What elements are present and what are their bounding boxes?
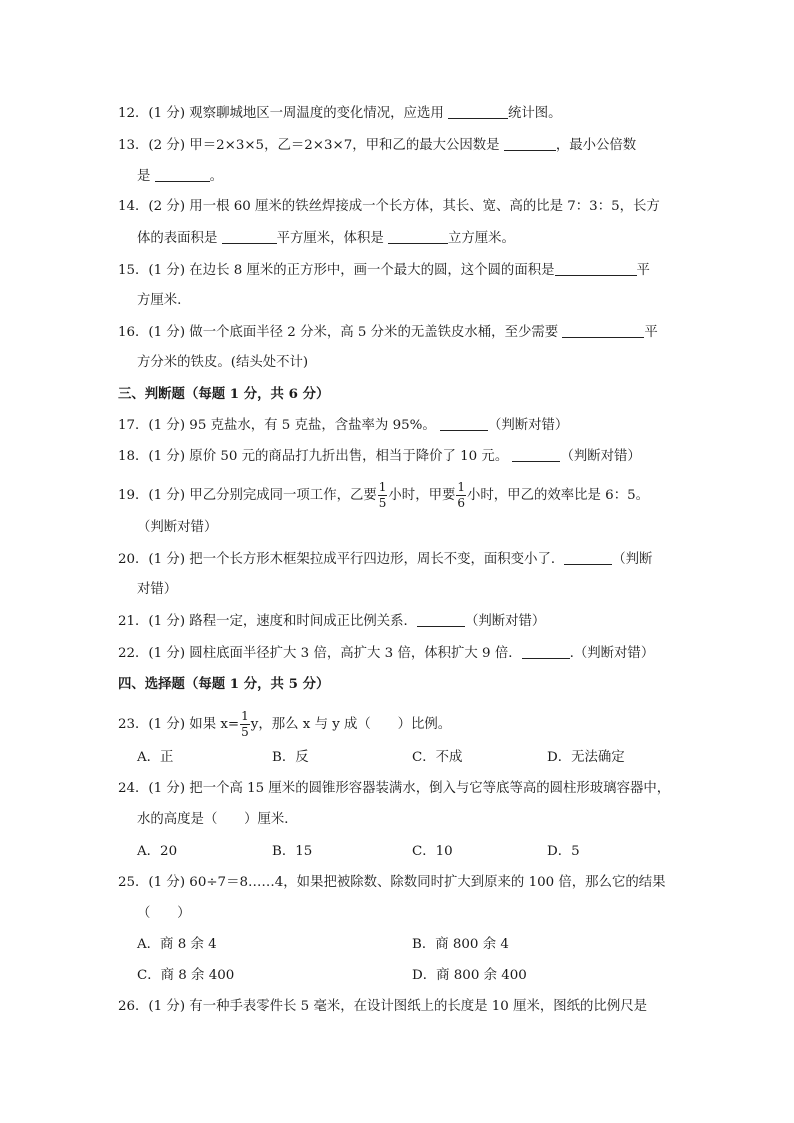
option-d[interactable]: D．5 — [547, 844, 580, 859]
section-heading-judgment: 三、判断题（每题 1 分，共 6 分） — [118, 386, 330, 402]
question-17 — [118, 416, 568, 435]
question-21 — [118, 612, 545, 631]
question-22 — [118, 644, 654, 663]
section-heading-choice: 四、选择题（每题 1 分，共 5 分） — [118, 676, 330, 692]
question-text: ，最小公倍数 — [555, 138, 637, 153]
fraction-numerator: 1 — [378, 480, 387, 494]
fraction — [456, 480, 466, 511]
question-text: 21．(1 分) 路程一定，速度和时间成正比例关系． — [118, 614, 417, 629]
answer-blank[interactable] — [555, 261, 637, 276]
option-d[interactable]: D．无法确定 — [547, 750, 625, 765]
question-text: （判断对错） — [137, 520, 218, 535]
answer-blank[interactable] — [562, 323, 644, 338]
option-a[interactable]: A．商 8 余 4 — [137, 937, 217, 952]
question-text: （判断对错） — [560, 449, 641, 464]
question-text: 对错） — [137, 582, 178, 597]
question-text: 18．(1 分) 原价 50 元的商品打九折出售，相当于降价了 10 元。 — [118, 449, 513, 464]
question-text: 24．(1 分) 把一个高 15 厘米的圆锥形容器装满水，倒入与它等底等高的圆柱形玻璃容器中， — [118, 781, 671, 796]
answer-blank[interactable] — [388, 229, 448, 244]
option-c[interactable]: C．商 8 余 400 — [137, 968, 235, 983]
question-20 — [118, 550, 652, 569]
fraction-numerator: 1 — [457, 480, 466, 494]
answer-blank[interactable] — [417, 612, 465, 627]
question-text: 23．(1 分) 如果 x= — [118, 717, 240, 732]
question-26 — [118, 998, 647, 1016]
question-text: .（判断对错） — [569, 646, 655, 661]
question-text: y，那么 x 与 y 成（ ）比例。 — [250, 717, 452, 732]
question-15 — [118, 261, 650, 280]
question-16-line-2 — [137, 354, 308, 372]
question-25 — [118, 874, 666, 892]
question-19 — [118, 480, 649, 511]
question-23 — [118, 709, 451, 740]
question-text: 方分米的铁皮。(结头处不计) — [137, 355, 309, 370]
answer-blank[interactable] — [564, 550, 612, 565]
option-c[interactable]: C．不成 — [412, 750, 463, 765]
question-text: 体的表面积是 — [137, 231, 222, 246]
question-text: 17．(1 分) 95 克盐水，有 5 克盐，含盐率为 95%。 — [118, 418, 440, 433]
option-b[interactable]: B．15 — [272, 844, 313, 859]
question-text: 是 — [137, 169, 155, 184]
question-text: （判断对错） — [464, 614, 546, 629]
question-text: 小时，甲要 — [388, 488, 456, 503]
question-text: 22．(1 分) 圆柱底面半径扩大 3 倍，高扩大 3 倍，体积扩大 9 倍． — [118, 646, 522, 661]
option-a[interactable]: A．20 — [137, 844, 178, 859]
answer-blank[interactable] — [222, 229, 277, 244]
option-b[interactable]: B．商 800 余 4 — [412, 937, 509, 952]
option-b[interactable]: B．反 — [272, 750, 309, 765]
fraction-denominator: 5 — [378, 496, 387, 510]
question-15-line-2 — [137, 292, 181, 310]
question-text: 25．(1 分) 60÷7＝8……4，如果把被除数、除数同时扩大到原来的 100 倍，那么它的结果 — [118, 875, 666, 890]
question-text: 15．(1 分) 在边长 8 厘米的正方形中，画一个最大的圆，这个圆的面积是 — [118, 263, 555, 278]
question-text: 方厘米. — [137, 293, 182, 308]
question-text: 20．(1 分) 把一个长方形木框架拉成平行四边形，周长不变，面积变小了． — [118, 552, 565, 567]
question-text: 统计图。 — [507, 106, 562, 121]
fraction — [378, 480, 388, 511]
question-text: （判断对错） — [487, 418, 569, 433]
fraction-denominator: 6 — [457, 496, 466, 510]
fraction-denominator: 5 — [241, 725, 249, 739]
question-text: 平方厘米，体积是 — [276, 231, 388, 246]
question-25-line-2 — [137, 905, 191, 923]
answer-blank[interactable] — [155, 167, 210, 182]
question-14-line-2 — [137, 229, 515, 248]
question-text: 12．(1 分) 观察聊城地区一周温度的变化情况，应选用 — [118, 106, 448, 121]
answer-blank[interactable] — [448, 104, 508, 119]
fraction — [240, 709, 250, 740]
question-24-line-2 — [137, 811, 298, 829]
fraction-numerator: 1 — [241, 709, 249, 723]
question-16 — [118, 323, 658, 342]
question-text: 14．(2 分) 用一根 60 厘米的铁丝焊接成一个长方体，其长、宽、高的比是 7：3：5，长方 — [118, 199, 660, 214]
question-text: 19．(1 分) 甲乙分别完成同一项工作，乙要 — [118, 488, 377, 503]
question-text: 16．(1 分) 做一个底面半径 2 分米，高 5 分米的无盖铁皮水桶，至少需要 — [118, 325, 563, 340]
question-text: （判断 — [612, 552, 653, 567]
answer-blank[interactable] — [440, 416, 488, 431]
option-d[interactable]: D．商 800 余 400 — [412, 968, 527, 983]
answer-blank[interactable] — [522, 644, 570, 659]
question-13 — [118, 136, 636, 155]
option-a[interactable]: A．正 — [137, 750, 174, 765]
question-24 — [118, 780, 670, 798]
question-text: 立方厘米。 — [448, 231, 515, 246]
question-12 — [118, 104, 562, 123]
question-20-line-2 — [137, 581, 177, 599]
question-text: 。 — [209, 169, 224, 184]
answer-blank[interactable] — [512, 447, 560, 462]
question-text: 26．(1 分) 有一种手表零件长 5 毫米，在设计图纸上的长度是 10 厘米，图纸的比例尺是 — [118, 999, 647, 1014]
question-text: 小时，甲乙的效率比是 6：5。 — [467, 488, 649, 503]
question-text: （ ） — [137, 906, 191, 921]
question-text: 平 — [636, 263, 650, 278]
question-18 — [118, 447, 641, 466]
answer-blank[interactable] — [504, 136, 556, 151]
question-14 — [118, 198, 660, 216]
option-c[interactable]: C．10 — [412, 844, 453, 859]
question-text: 平 — [644, 325, 658, 340]
question-text: 13．(2 分) 甲＝2×3×5，乙＝2×3×7，甲和乙的最大公因数是 — [118, 138, 504, 153]
question-text: 水的高度是（ ）厘米． — [137, 812, 298, 827]
question-13-line-2 — [137, 167, 223, 186]
question-19-line-2 — [137, 519, 217, 537]
